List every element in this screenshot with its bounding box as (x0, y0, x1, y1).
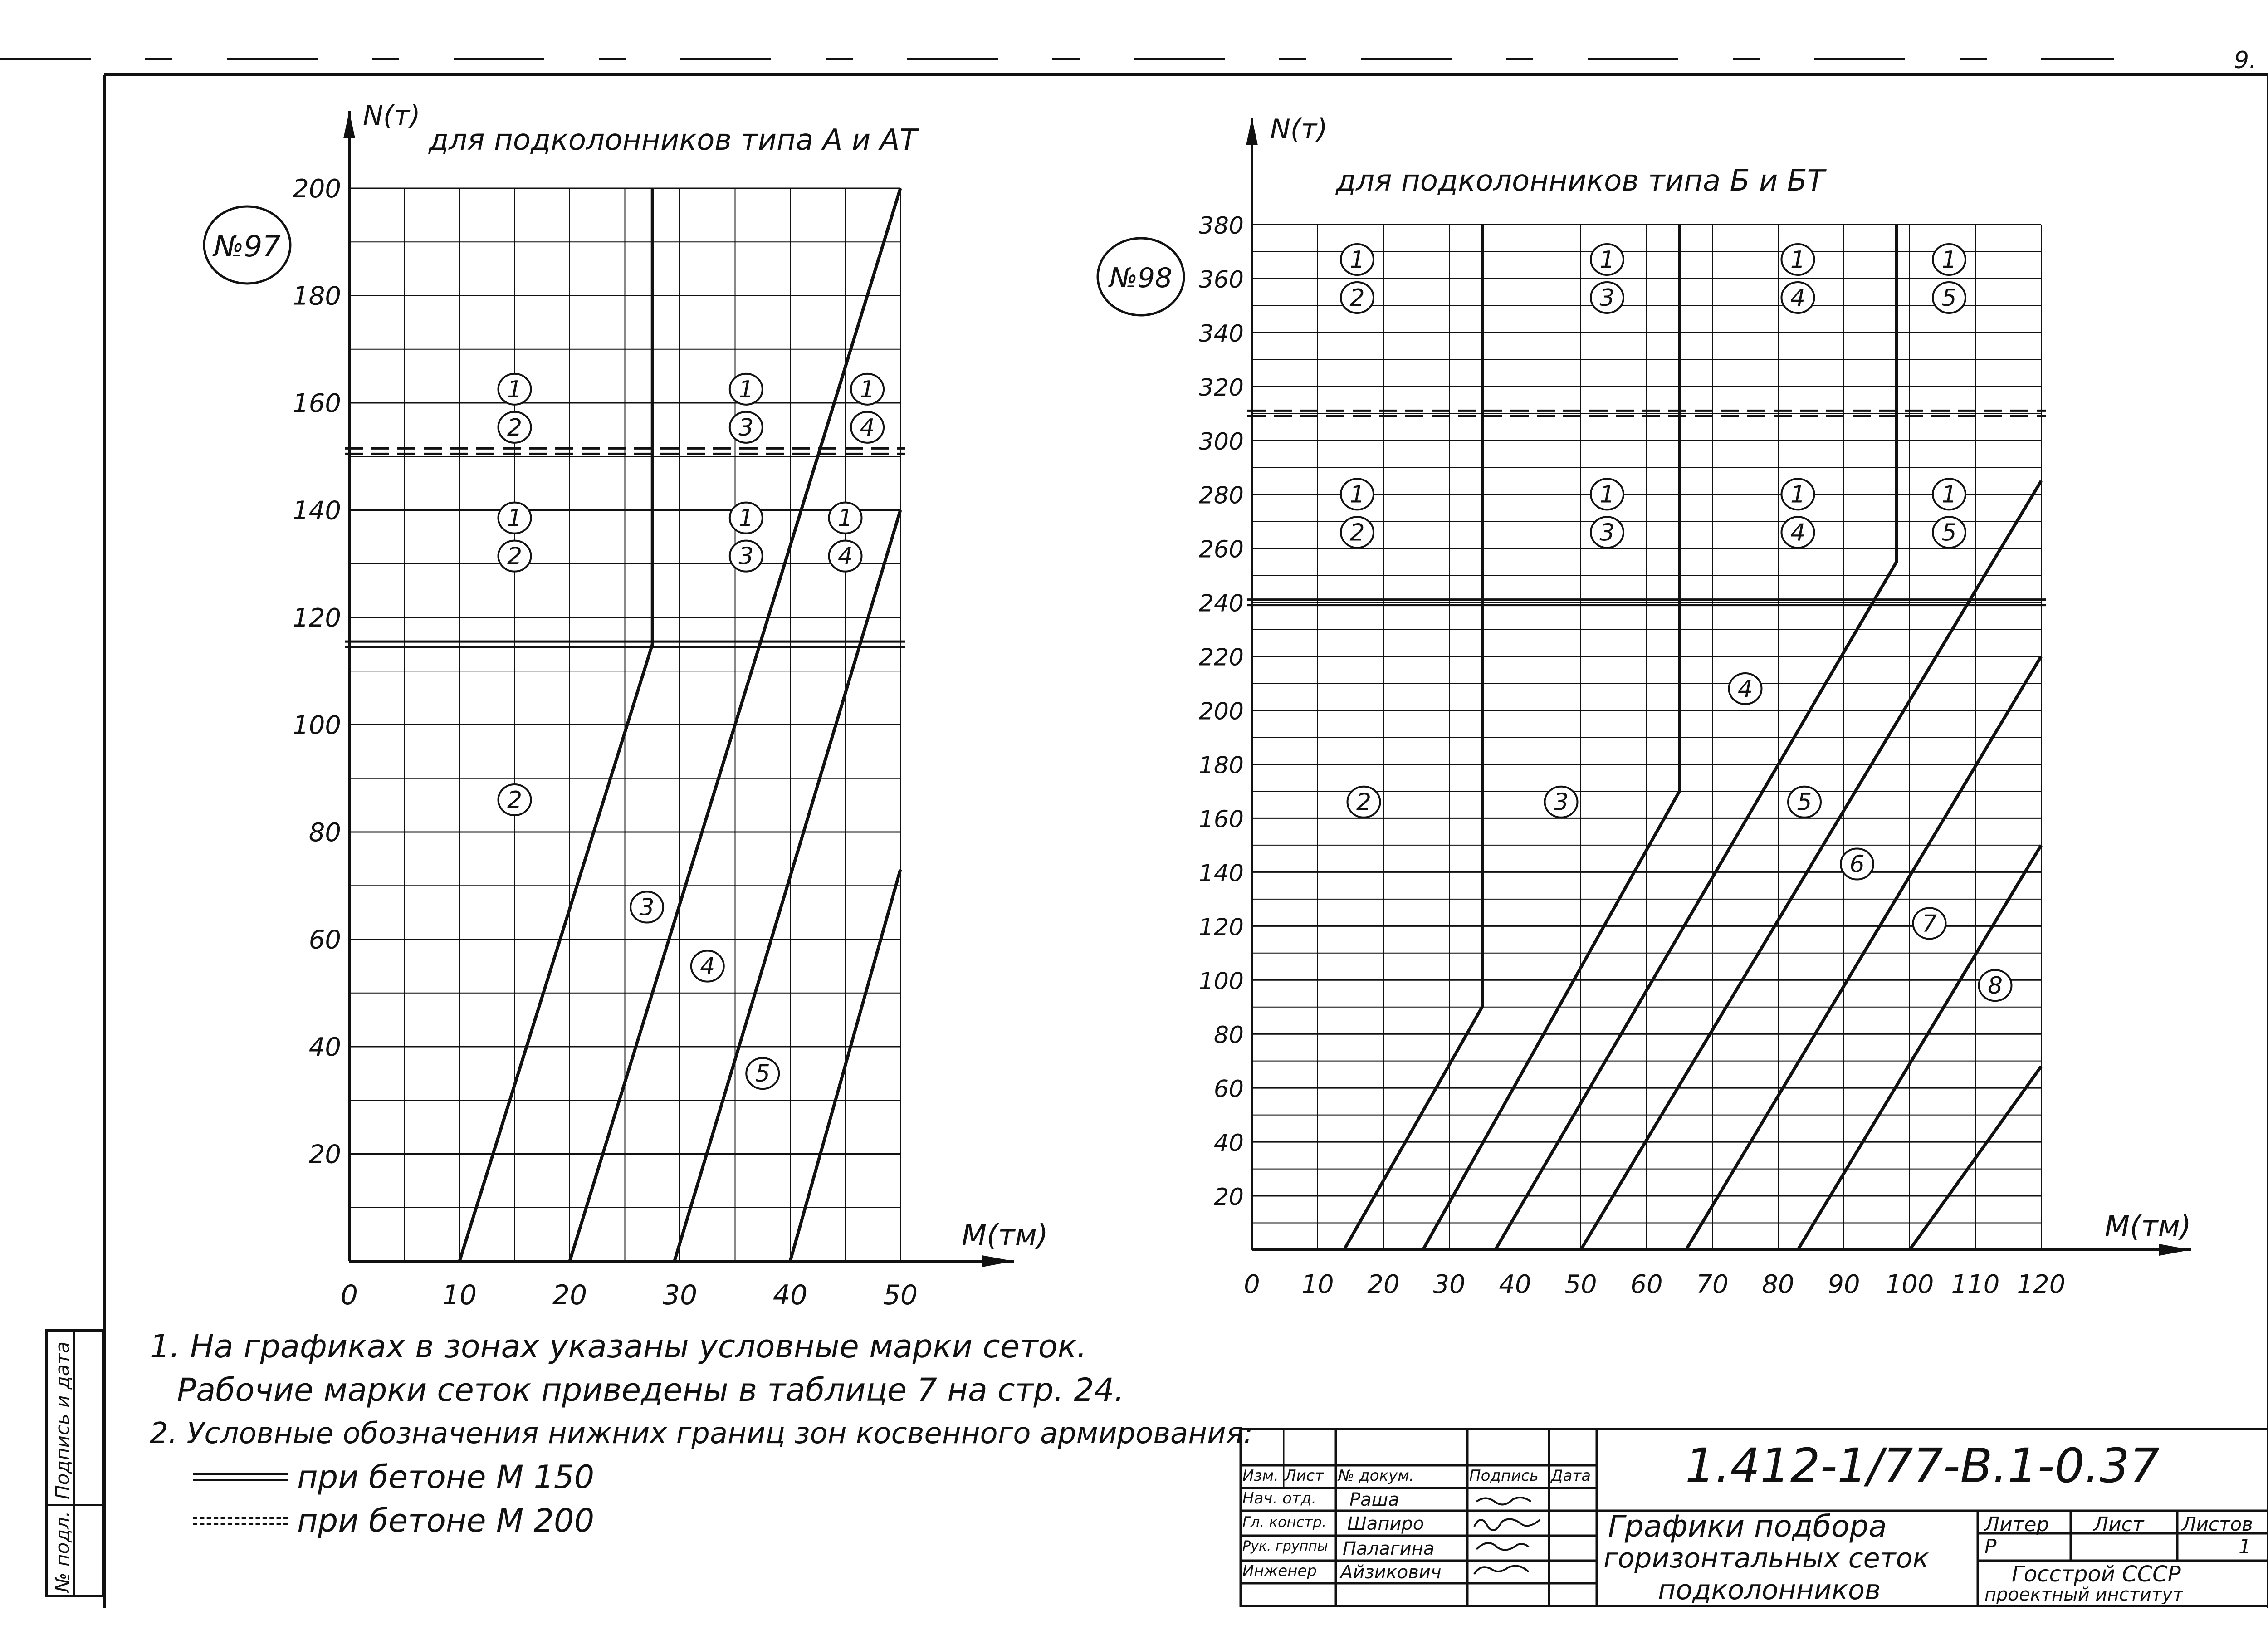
legend-m200-label: при бетоне М 200 (297, 1502, 595, 1539)
circled-mark-label: 1 (1790, 246, 1806, 274)
zone-marks (1341, 244, 1965, 548)
role-0: Нач. отд. (1242, 1489, 1317, 1508)
circled-mark-label: 1 (1599, 246, 1615, 274)
circled-mark-label: 1 (1349, 246, 1365, 274)
org-line-2: проектный институт (1984, 1584, 2184, 1604)
circled-mark-label: 4 (1790, 519, 1806, 547)
sheets-value: 1 (2239, 1535, 2251, 1558)
circled-mark-label: 5 (1797, 788, 1812, 816)
doc-title-line-1: Графики подбора (1608, 1509, 1887, 1544)
circled-mark-label: 1 (1599, 481, 1615, 509)
y-axis-arrow (343, 111, 355, 138)
page-number: 9. (2234, 47, 2257, 74)
signatures (1467, 1488, 1549, 1606)
liter-header: Литер (1984, 1513, 2049, 1536)
note-2: 2. Условные обозначения нижних границ зон косвенного армирования: (150, 1417, 1253, 1450)
x-tick-label: 90 (1828, 1270, 1860, 1299)
x-tick-label: 30 (662, 1279, 698, 1311)
role-3: Инженер (1242, 1562, 1317, 1580)
y-tick-label: 60 (308, 925, 341, 955)
curve-marks (499, 784, 779, 1089)
circled-mark-label: 7 (1921, 910, 1937, 938)
header-doc: № докум. (1338, 1467, 1414, 1485)
circled-mark-label: 2 (507, 414, 523, 441)
circled-mark-label: 2 (1349, 284, 1365, 312)
org-line-1: Госстрой СССР (2012, 1562, 2181, 1587)
axes (343, 111, 1014, 1267)
stamp-label-inventory: № подл. (51, 1511, 73, 1592)
x-tick-label: 20 (552, 1279, 587, 1311)
header-date: Дата (1551, 1467, 1591, 1485)
chart-98 (1098, 113, 2191, 1299)
circled-mark-label: 1 (738, 504, 754, 532)
y-tick-label: 200 (293, 174, 341, 204)
y-ticks (1199, 212, 1244, 1211)
circled-mark-label: 6 (1849, 851, 1865, 878)
y-tick-label: 140 (1198, 860, 1244, 887)
circled-mark-label: 2 (1356, 788, 1372, 816)
circled-mark-label: 3 (738, 543, 754, 570)
legend-m150 (150, 1455, 1261, 1499)
chart-97 (204, 100, 1048, 1311)
circled-mark-label: 1 (507, 504, 523, 532)
x-tick-label: 10 (1301, 1270, 1334, 1299)
circled-mark-label: 1 (1941, 246, 1957, 274)
chart-title: для подколонников типа А и АТ (429, 123, 918, 157)
y-tick-label: 160 (1198, 806, 1244, 833)
x-axis-arrow (2159, 1244, 2191, 1256)
binding-stamp (45, 1329, 104, 1597)
y-tick-label: 60 (1213, 1076, 1244, 1103)
y-tick-label: 160 (293, 389, 341, 418)
note-1: 1. На графиках в зонах указаны условные марки сеток. (150, 1328, 1087, 1365)
y-tick-label: 360 (1198, 266, 1244, 294)
circled-mark-label: 3 (738, 414, 754, 441)
circled-mark-label: 5 (755, 1060, 770, 1088)
y-tick-label: 20 (1213, 1184, 1244, 1211)
circled-mark-label: 3 (1553, 788, 1569, 816)
x-tick-label: 40 (772, 1279, 808, 1311)
y-tick-label: 80 (308, 818, 341, 847)
title-block (1241, 1429, 2268, 1606)
y-tick-label: 180 (1198, 752, 1244, 779)
circled-mark-label: 4 (700, 953, 715, 980)
y-axis-arrow (1246, 118, 1258, 145)
x-ticks (1244, 1270, 2065, 1299)
chart-badge (1098, 238, 1184, 315)
y-axis-label: N(т) (1270, 113, 1328, 145)
x-ticks (341, 1279, 918, 1311)
name-3: Айзикович (1340, 1562, 1442, 1583)
y-ticks (293, 174, 341, 1170)
circled-mark-label: 3 (639, 894, 655, 921)
circled-mark-label: 2 (507, 787, 523, 814)
role-1: Гл. констр. (1242, 1513, 1327, 1531)
y-tick-label: 340 (1198, 320, 1244, 348)
y-tick-label: 380 (1198, 212, 1244, 240)
x-tick-label: 50 (883, 1279, 918, 1311)
circled-mark-label: 1 (1941, 481, 1957, 509)
x-tick-label: 40 (1499, 1270, 1531, 1299)
circled-mark-label: 4 (860, 414, 875, 441)
name-0: Раша (1349, 1489, 1399, 1510)
x-tick-label: 30 (1433, 1270, 1466, 1299)
y-tick-label: 40 (308, 1033, 341, 1062)
header-izm: Изм. (1242, 1467, 1279, 1485)
grid (1252, 225, 2041, 1250)
circled-mark-label: 1 (837, 504, 853, 532)
header-sign: Подпись (1469, 1467, 1539, 1485)
y-tick-label: 180 (293, 281, 341, 311)
y-tick-label: 40 (1213, 1130, 1244, 1157)
circled-mark-label: 1 (1349, 481, 1365, 509)
y-tick-label: 320 (1198, 374, 1244, 401)
circled-mark-label: 8 (1987, 972, 2003, 1000)
x-tick-label: 50 (1564, 1270, 1597, 1299)
legend-m200 (150, 1499, 1261, 1542)
role-2: Рук. группы (1242, 1538, 1328, 1554)
x-tick-label: 70 (1696, 1270, 1729, 1299)
y-tick-label: 120 (293, 603, 341, 633)
stamp-label-signature: Подпись и дата (51, 1341, 73, 1499)
x-axis-label: M(тм) (2105, 1210, 2191, 1243)
y-tick-label: 280 (1198, 482, 1244, 509)
grid (349, 188, 900, 1261)
x-axis-arrow (982, 1255, 1014, 1267)
circled-mark-label: 5 (1941, 519, 1957, 547)
y-tick-label: 300 (1198, 428, 1244, 455)
x-axis-label: M(тм) (962, 1219, 1048, 1253)
sheet-header: Лист (2093, 1513, 2144, 1536)
x-tick-label: 100 (1885, 1270, 1934, 1299)
y-tick-label: 200 (1198, 698, 1244, 725)
y-tick-label: 100 (293, 710, 341, 740)
circled-mark-label: 3 (1599, 519, 1615, 547)
circled-mark-label: 4 (837, 543, 853, 570)
y-tick-label: 20 (308, 1140, 341, 1170)
y-tick-label: 260 (1198, 536, 1244, 563)
x-tick-label: 80 (1762, 1270, 1794, 1299)
doc-title-line-2: горизонтальных сеток (1603, 1542, 1929, 1574)
y-tick-label: 120 (1198, 914, 1244, 941)
circled-mark-label: 2 (507, 543, 523, 570)
x-tick-label: 10 (442, 1279, 477, 1311)
chart-badge (204, 206, 290, 284)
y-tick-label: 80 (1213, 1022, 1244, 1049)
legend-m150-label: при бетоне М 150 (297, 1459, 595, 1496)
circled-mark-label: 5 (1941, 284, 1957, 312)
x-tick-label: 110 (1951, 1270, 2000, 1299)
chart-title: для подколонников типа Б и БТ (1336, 164, 1825, 198)
y-tick-label: 140 (293, 496, 341, 526)
y-tick-label: 220 (1198, 644, 1244, 671)
series-line-6 (1798, 845, 2042, 1250)
double-solid-line-icon (193, 1473, 288, 1481)
x-tick-label: 120 (2017, 1270, 2066, 1299)
series-line-4 (1581, 481, 2041, 1250)
name-1: Шапиро (1347, 1513, 1424, 1534)
doc-code: 1.412-1/77-В.1-0.37 (1685, 1438, 2160, 1493)
badge-text: №97 (214, 230, 281, 264)
liter-value: Р (1984, 1535, 1997, 1558)
circled-mark-label: 3 (1599, 284, 1615, 312)
y-tick-label: 240 (1198, 590, 1244, 617)
circled-mark-label: 1 (1790, 481, 1806, 509)
doc-title-line-3: подколонников (1658, 1574, 1881, 1606)
x-tick-label: 0 (1244, 1270, 1260, 1299)
x-tick-label: 0 (340, 1279, 358, 1311)
notes (150, 1325, 1261, 1542)
name-2: Палагина (1343, 1538, 1435, 1559)
circled-mark-label: 2 (1349, 519, 1365, 547)
note-1-continued: Рабочие марки сеток приведены в таблице 7 на стр. 24. (177, 1371, 1124, 1409)
y-tick-label: 100 (1198, 968, 1244, 995)
circled-mark-label: 1 (860, 376, 875, 403)
header-list: Лист (1285, 1467, 1324, 1485)
x-tick-label: 60 (1630, 1270, 1663, 1299)
circled-mark-label: 1 (507, 376, 523, 403)
circled-mark-label: 4 (1737, 675, 1753, 703)
circled-mark-label: 1 (738, 376, 754, 403)
sheets-header: Листов (2182, 1513, 2253, 1535)
circled-mark-label: 4 (1790, 284, 1806, 312)
double-dashed-line-icon (193, 1517, 288, 1525)
x-tick-label: 20 (1367, 1270, 1400, 1299)
badge-text: №98 (1109, 262, 1173, 294)
axes (1246, 118, 2191, 1256)
y-axis-label: N(т) (363, 100, 420, 132)
